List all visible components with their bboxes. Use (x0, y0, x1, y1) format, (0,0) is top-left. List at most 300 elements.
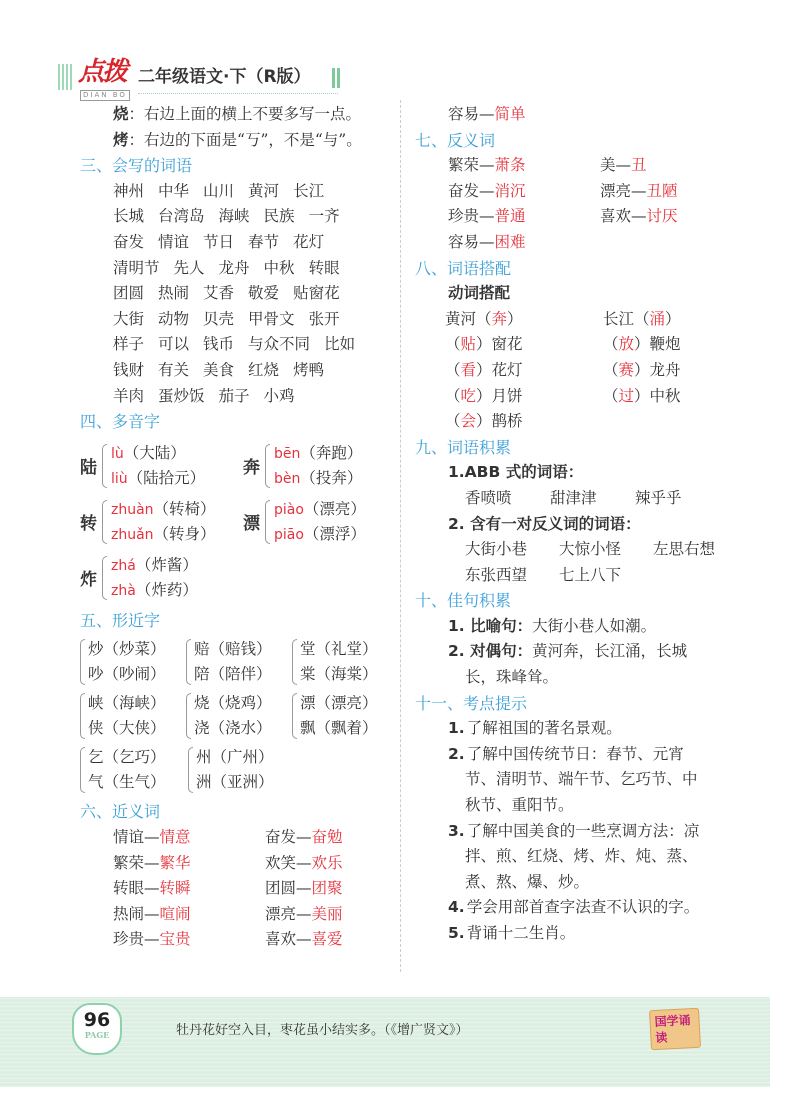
word: 热闹 (158, 284, 190, 303)
word-a: 奋发— (265, 827, 312, 846)
section-heading: 四、多音字 (80, 412, 161, 432)
pinyin: bēn (274, 445, 301, 462)
similar-char: 吵 (88, 665, 104, 684)
word-pair (113, 851, 265, 877)
tip-text: 了解中国美食的一些烹调方法：凉 (466, 821, 700, 840)
section-heading: 八、词语搭配 (415, 258, 512, 278)
word-row (80, 230, 398, 256)
section-heading: 七、反义词 (415, 130, 496, 150)
similar-line (196, 770, 274, 795)
word-a: 转眼— (113, 879, 160, 898)
similar-line (88, 662, 166, 687)
section-heading: 六、近义词 (80, 802, 161, 822)
word-a: 漂亮— (265, 904, 312, 923)
word-a: 奋发— (448, 181, 495, 200)
word-pair (113, 876, 265, 902)
word-b: 喜爱 (311, 930, 343, 949)
similar-lines (194, 691, 272, 741)
page-label: PAGE (84, 1030, 110, 1040)
word: 可以 (158, 335, 190, 354)
word-row (80, 204, 398, 230)
word-pair (265, 902, 417, 928)
sentence-label: 1. 比喻句： (448, 616, 533, 635)
word: 龙舟 (218, 258, 250, 277)
word-a: 容易— (448, 232, 495, 251)
example-word: （转身） (153, 524, 216, 543)
similar-char: 侠 (88, 719, 104, 738)
note-line (80, 102, 398, 128)
collocation-row (415, 384, 745, 410)
word-pair (113, 927, 265, 953)
similar-word: （海峡） (103, 694, 166, 713)
brace-icon (186, 693, 191, 739)
pinyin: piào (274, 501, 304, 518)
similar-row (80, 637, 398, 687)
word-b: 丑 (631, 156, 647, 175)
similar-word: （赔钱） (209, 640, 272, 659)
tip-line (415, 767, 745, 793)
word: 大街小巷 (465, 540, 528, 559)
word-b: 普通 (494, 207, 526, 226)
similar-word: （生气） (103, 773, 166, 792)
word: 花灯 (293, 232, 325, 251)
section-heading: 九、词语积累 (415, 437, 512, 457)
similar-char: 飘 (300, 719, 316, 738)
word-a: 热闹— (113, 904, 160, 923)
tip-number: 1. (448, 719, 465, 738)
word-pair (265, 876, 417, 902)
collocation-answer: 过 (618, 386, 635, 405)
collocation-post: ）龙舟 (634, 360, 681, 379)
similar-word: （吵闹） (103, 665, 166, 684)
word: 情谊 (158, 232, 190, 251)
similar-char: 陪 (194, 665, 210, 684)
tip-text: 节、清明节、端午节、乞巧节、中 (465, 770, 698, 789)
word-row (80, 358, 398, 384)
similar-char: 烧 (194, 694, 210, 713)
word: 节日 (203, 232, 235, 251)
note-text: ：右边上面的横上不要多写一点。 (128, 105, 362, 123)
word-pair-row (415, 204, 745, 230)
similar-group (186, 637, 292, 687)
word: 烤鸭 (293, 360, 325, 379)
reading-line (111, 578, 198, 603)
word-b: 喧闹 (159, 904, 191, 923)
word: 艾香 (203, 284, 235, 303)
header-bars-decoration (332, 68, 340, 88)
pinyin: zhuǎn (111, 526, 154, 543)
word: 辣乎乎 (635, 488, 682, 507)
word: 转眼 (308, 258, 340, 277)
word-b: 团聚 (311, 879, 343, 898)
word-a: 容易— (448, 105, 495, 123)
word-b: 简单 (494, 105, 526, 123)
polyphone-item (243, 497, 393, 547)
similar-group (80, 745, 188, 795)
similar-group (292, 691, 398, 741)
tip-text: 学会用部首查字法查不认识的字。 (466, 898, 700, 917)
word-b: 情意 (159, 827, 191, 846)
brand-logo-subtitle: DIAN BO (80, 90, 130, 101)
word: 神州 (113, 181, 145, 200)
word: 动物 (158, 309, 190, 328)
brand-logo: 点拨 (78, 57, 127, 87)
word: 左思右想 (653, 540, 716, 559)
similar-word: （炒菜） (103, 640, 166, 659)
word-b: 奋勉 (311, 827, 343, 846)
similar-char: 州 (196, 748, 212, 767)
collocation (445, 332, 603, 358)
readings (111, 441, 205, 491)
similar-group (80, 691, 186, 741)
word-b: 讨厌 (646, 207, 678, 226)
word-pair (113, 825, 265, 851)
similar-group (186, 691, 292, 741)
guoxue-songdu-badge: 国学诵读 (649, 1008, 701, 1051)
collocation-answer: 会 (460, 412, 477, 431)
word-b: 美丽 (311, 904, 343, 923)
pinyin: bèn (274, 470, 301, 487)
collocation (445, 358, 603, 384)
similar-line (194, 716, 272, 741)
word: 台湾岛 (158, 207, 205, 226)
word-row (80, 256, 398, 282)
polyphone-item (80, 497, 243, 547)
header-underline (138, 93, 338, 94)
similar-word: （飘着） (315, 719, 378, 738)
similar-word: （礼堂） (315, 640, 378, 659)
section-heading: 十、佳句积累 (415, 591, 512, 611)
collocation-post: ）中秋 (634, 386, 681, 405)
word: 七上八下 (559, 565, 622, 584)
example-word: （漂浮） (303, 524, 366, 543)
word-row (80, 179, 398, 205)
group-label: 1.ABB 式的词语： (448, 463, 584, 482)
tip-text: 拌、煎、红烧、烤、炸、炖、蒸、 (465, 847, 698, 866)
word-row (80, 307, 398, 333)
similar-line (88, 691, 166, 716)
group-label: 2. 含有一对反义词的词语： (448, 514, 641, 533)
similar-line (300, 637, 378, 662)
readings (111, 497, 216, 547)
word-pair (448, 179, 600, 205)
word: 小鸡 (263, 386, 295, 405)
polyphone-row (80, 553, 398, 603)
left-column (80, 102, 398, 953)
word-pair-row (415, 102, 745, 128)
collocation-pre: （ (445, 386, 461, 405)
word-pair-row (415, 179, 745, 205)
collocation-pre: （ (445, 335, 461, 354)
collocation (445, 409, 603, 435)
brace-icon (80, 639, 85, 685)
polyphone-item (80, 441, 243, 491)
similar-line (300, 691, 378, 716)
similar-char: 堂 (300, 640, 316, 659)
sentence-line (415, 665, 745, 691)
reading-line (274, 466, 362, 491)
similar-line (194, 637, 272, 662)
footer-band (0, 997, 770, 1087)
word-b: 困难 (494, 232, 526, 251)
footer-quote: 牡丹花好空入目，枣花虽小结实多。（《增广贤文》） (176, 1023, 469, 1038)
page-number-badge (72, 1003, 122, 1055)
sentence-text: 大街小巷人如潮。 (532, 616, 657, 635)
word-row (415, 563, 745, 589)
section-heading: 十一、考点提示 (415, 693, 528, 713)
collocation-answer: 放 (618, 335, 635, 354)
brace-icon (265, 500, 270, 544)
similar-line (194, 662, 272, 687)
polyphone-char: 奔 (243, 458, 260, 479)
polyphone-char: 炸 (80, 570, 97, 591)
tip-line (415, 921, 745, 947)
word-row (80, 281, 398, 307)
word: 黄河 (248, 181, 280, 200)
similar-char: 气 (88, 773, 104, 792)
word-pair (448, 153, 600, 179)
collocation-answer: 赛 (618, 360, 635, 379)
note-char: 烤 (113, 130, 129, 149)
tip-number: 4. (448, 898, 465, 917)
reading-line (274, 522, 366, 547)
similar-char: 乞 (88, 748, 104, 767)
word: 中秋 (263, 258, 295, 277)
collocation (603, 358, 761, 384)
book-title: 二年级语文·下（R版） (138, 67, 311, 87)
collocation-answer: 奔 (491, 309, 508, 328)
word: 与众不同 (248, 335, 311, 354)
tip-line (415, 819, 745, 845)
subheading: 动词搭配 (448, 284, 511, 303)
collocation-post: ）月饼 (476, 386, 523, 405)
collocation-pre: （ (445, 360, 461, 379)
tip-line (415, 895, 745, 921)
word-a: 美— (600, 156, 632, 175)
brace-icon (102, 500, 107, 544)
collocation (603, 307, 761, 333)
collocation-answer: 贴 (460, 335, 477, 354)
word-a: 欢笑— (265, 853, 312, 872)
tip-number: 2. (448, 744, 465, 763)
word-pair-row (415, 230, 745, 256)
pinyin: lù (111, 445, 124, 462)
word: 蛋炒饭 (158, 386, 205, 405)
collocation-row (415, 332, 745, 358)
word: 一齐 (308, 207, 340, 226)
sentence-text: 长，珠峰耸。 (465, 668, 559, 687)
similar-word: （大侠） (103, 719, 166, 738)
word: 春节 (248, 232, 280, 251)
collocation-answer: 吃 (460, 386, 477, 405)
word-a: 情谊— (113, 827, 160, 846)
word-a: 繁荣— (448, 156, 495, 175)
word-b: 消沉 (494, 181, 526, 200)
word-b: 欢乐 (311, 853, 343, 872)
word-pair (113, 902, 265, 928)
tip-text: 背诵十二生肖。 (466, 924, 576, 942)
pinyin: zhá (111, 557, 136, 574)
example-word: （奔跑） (300, 443, 363, 462)
word: 香喷喷 (465, 488, 512, 507)
word-b: 宝贵 (159, 930, 191, 949)
similar-line (300, 716, 378, 741)
word-a: 团圆— (265, 879, 312, 898)
similar-word: （浇水） (209, 719, 272, 738)
word-pair (448, 230, 600, 256)
collocation-answer: 涌 (649, 309, 666, 328)
word-b: 繁华 (159, 853, 191, 872)
readings (111, 553, 198, 603)
word: 长城 (113, 207, 145, 226)
word-row (415, 486, 745, 512)
word: 贝壳 (203, 309, 235, 328)
similar-word: （烧鸡） (209, 694, 272, 713)
polyphone-row (80, 441, 398, 491)
word-pair-row (80, 825, 398, 851)
collocation (445, 384, 603, 410)
header-stripe (58, 64, 74, 90)
sentence-text: 黄河奔，长江涌，长城 (532, 642, 688, 661)
reading-line (111, 553, 198, 578)
word-a: 漂亮— (600, 181, 647, 200)
similar-word: （广州） (211, 748, 274, 767)
collocation-row (415, 409, 745, 435)
similar-line (194, 691, 272, 716)
similar-lines (300, 637, 378, 687)
word: 山川 (203, 181, 235, 200)
example-word: （转椅） (153, 499, 216, 518)
collocation (603, 332, 761, 358)
word-pair (600, 153, 752, 179)
word: 大街 (113, 309, 145, 328)
collocation-pre: 长江（ (603, 309, 650, 328)
collocation-pre: （ (603, 335, 619, 354)
collocation (603, 384, 761, 410)
word-row (80, 332, 398, 358)
word-b: 丑陋 (646, 181, 678, 200)
similar-char: 漂 (300, 694, 316, 713)
collocation-row (415, 358, 745, 384)
similar-line (196, 745, 274, 770)
word: 民族 (263, 207, 295, 226)
similar-lines (196, 745, 274, 795)
collocation-pre: （ (603, 360, 619, 379)
brace-icon (186, 639, 191, 685)
word: 贴窗花 (293, 284, 340, 303)
collocation-pre: （ (603, 386, 619, 405)
word-b: 转瞬 (159, 879, 191, 898)
tip-number: 5. (448, 924, 465, 942)
collocation-pre: 黄河（ (445, 309, 492, 328)
word: 奋发 (113, 232, 145, 251)
note-line (80, 128, 398, 154)
brace-icon (102, 556, 107, 600)
word-a: 繁荣— (113, 853, 160, 872)
word-a: 喜欢— (265, 930, 312, 949)
word: 海峡 (218, 207, 250, 226)
word: 长江 (293, 181, 325, 200)
readings (274, 441, 362, 491)
word-a: 珍贵— (448, 207, 495, 226)
brace-icon (265, 444, 270, 488)
similar-char: 洲 (196, 773, 212, 792)
word: 钱币 (203, 335, 235, 354)
word-a: 珍贵— (113, 930, 160, 949)
similar-word: （陪伴） (209, 665, 272, 684)
word: 茄子 (218, 386, 250, 405)
similar-char: 浇 (194, 719, 210, 738)
word: 钱财 (113, 360, 145, 379)
similar-word: （漂亮） (315, 694, 378, 713)
collocation-post: ）花灯 (476, 360, 523, 379)
word: 美食 (203, 360, 235, 379)
polyphone-item (243, 441, 393, 491)
similar-line (88, 745, 166, 770)
word-pair-row (80, 902, 398, 928)
similar-row (80, 691, 398, 741)
brace-icon (292, 639, 297, 685)
collocation-post: ） (507, 309, 523, 328)
brace-icon (102, 444, 107, 488)
reading-line (274, 497, 366, 522)
word: 大惊小怪 (559, 540, 622, 559)
right-column (415, 102, 745, 947)
polyphone-char: 转 (80, 514, 97, 535)
similar-group (80, 637, 186, 687)
example-word: （漂亮） (303, 499, 366, 518)
similar-char: 炒 (88, 640, 104, 659)
similar-word: （亚洲） (211, 773, 274, 792)
similar-char: 棠 (300, 665, 316, 684)
word-pair-row (415, 153, 745, 179)
word-a: 喜欢— (600, 207, 647, 226)
sentence-line (415, 614, 745, 640)
brace-icon (292, 693, 297, 739)
brace-icon (80, 693, 85, 739)
similar-line (88, 637, 166, 662)
similar-lines (88, 637, 166, 687)
collocation-post: ）鹊桥 (476, 412, 523, 431)
tip-line (415, 844, 745, 870)
similar-lines (300, 691, 378, 741)
word: 甲骨文 (248, 309, 295, 328)
tip-number: 3. (448, 821, 465, 840)
reading-line (111, 466, 205, 491)
similar-group (188, 745, 296, 795)
collocation-post: ） (665, 309, 681, 328)
similar-line (88, 716, 166, 741)
word: 样子 (113, 335, 145, 354)
word: 张开 (308, 309, 340, 328)
word: 中华 (158, 181, 190, 200)
reading-line (111, 522, 216, 547)
word-row (80, 384, 398, 410)
sentence-label: 2. 对偶句： (448, 642, 533, 661)
similar-lines (88, 745, 166, 795)
word: 清明节 (113, 258, 160, 277)
collocation-post: ）窗花 (476, 335, 523, 354)
brace-icon (188, 747, 193, 793)
word-pair (600, 179, 752, 205)
similar-char: 赔 (194, 640, 210, 659)
word-pair-row (80, 851, 398, 877)
word-pair (448, 204, 600, 230)
similar-line (88, 770, 166, 795)
example-word: （大陆） (123, 443, 186, 462)
reading-line (111, 497, 216, 522)
word-row (415, 537, 745, 563)
